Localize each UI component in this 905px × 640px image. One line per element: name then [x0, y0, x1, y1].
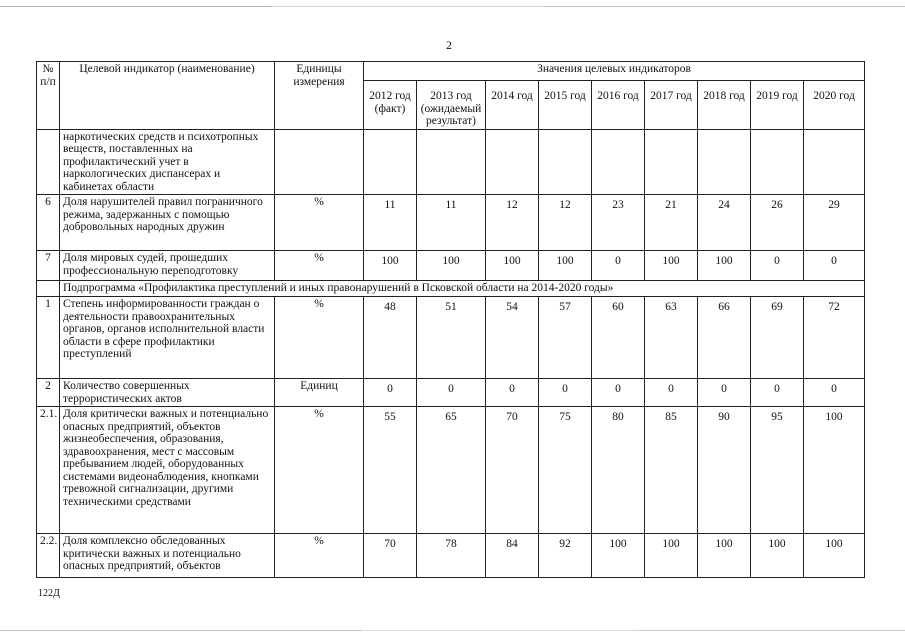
row-value: 84	[486, 534, 539, 578]
row-unit: Единиц	[275, 379, 364, 407]
header-year: 2019 год	[751, 81, 804, 130]
row-num	[37, 129, 60, 195]
subprogram-num-cell	[37, 281, 60, 297]
row-value: 0	[592, 251, 645, 281]
subprogram-row	[37, 281, 865, 297]
row-value: 75	[539, 407, 592, 534]
header-year: 2013 год (ожидаемый результат)	[417, 81, 486, 130]
row-value: 0	[645, 379, 698, 407]
table-row	[37, 297, 865, 379]
row-value: 65	[417, 407, 486, 534]
row-value: 0	[364, 379, 417, 407]
table-row	[37, 534, 865, 578]
indicators-table	[36, 61, 865, 578]
row-value: 80	[592, 407, 645, 534]
row-value: 55	[364, 407, 417, 534]
table-row	[37, 129, 865, 195]
row-value: 90	[698, 407, 751, 534]
row-value: 100	[698, 251, 751, 281]
row-value: 57	[539, 297, 592, 379]
row-value: 21	[645, 195, 698, 251]
row-unit: %	[275, 195, 364, 251]
row-value	[751, 129, 804, 195]
row-value: 26	[751, 195, 804, 251]
header-indicator: Целевой индикатор (наименование)	[60, 62, 275, 130]
row-num: 2	[37, 379, 60, 407]
row-value: 12	[486, 195, 539, 251]
row-indicator: Доля комплексно обследованных критически важных и потенциально опасных предприятий, объектов	[60, 534, 275, 578]
row-value: 100	[804, 407, 865, 534]
row-value: 0	[417, 379, 486, 407]
header-values-group: Значения целевых индикаторов	[364, 62, 865, 81]
row-value: 11	[417, 195, 486, 251]
row-unit: %	[275, 534, 364, 578]
header-year: 2015 год	[539, 81, 592, 130]
header-year: 2012 год (факт)	[364, 81, 417, 130]
header-year: 2017 год	[645, 81, 698, 130]
row-value: 78	[417, 534, 486, 578]
table-row	[37, 407, 865, 534]
row-indicator: Степень информированности граждан о деятельности правоохранительных органов, органов исполнительной власти области в сфере профилактики преступлений	[60, 297, 275, 379]
row-value: 63	[645, 297, 698, 379]
row-value: 0	[698, 379, 751, 407]
row-value: 48	[364, 297, 417, 379]
row-value: 69	[751, 297, 804, 379]
row-value: 100	[645, 534, 698, 578]
row-value: 0	[751, 379, 804, 407]
row-value: 100	[592, 534, 645, 578]
scan-edge-top	[0, 6, 905, 7]
row-value: 85	[645, 407, 698, 534]
subprogram-title: Подпрограмма «Профилактика преступлений и иных правонарушений в Псковской области на 2014-2020 годы»	[60, 281, 865, 297]
row-value: 29	[804, 195, 865, 251]
row-value: 24	[698, 195, 751, 251]
header-year: 2020 год	[804, 81, 865, 130]
row-value: 51	[417, 297, 486, 379]
row-value	[804, 129, 865, 195]
row-value: 95	[751, 407, 804, 534]
row-indicator: Количество совершенных террористических актов	[60, 379, 275, 407]
row-indicator: Доля нарушителей правил пограничного режима, задержанных с помощью добровольных народных дружин	[60, 195, 275, 251]
row-value: 100	[486, 251, 539, 281]
row-value	[592, 129, 645, 195]
row-value: 60	[592, 297, 645, 379]
row-num: 6	[37, 195, 60, 251]
row-unit	[275, 129, 364, 195]
row-value: 92	[539, 534, 592, 578]
row-value: 0	[804, 251, 865, 281]
row-value: 70	[364, 534, 417, 578]
row-value	[645, 129, 698, 195]
row-unit: %	[275, 297, 364, 379]
row-value: 100	[698, 534, 751, 578]
row-value: 0	[751, 251, 804, 281]
row-value: 100	[539, 251, 592, 281]
row-indicator: Доля критически важных и потенциально опасных предприятий, объектов жизнеобеспечения, образования, здравоохранения, мест с массовым пребыванием людей, оборудованных системами видеонаблюдения, кнопками тревожной сигнализации, другими техническими средствами	[60, 407, 275, 534]
row-value	[486, 129, 539, 195]
row-value: 72	[804, 297, 865, 379]
header-num: № п/п	[37, 62, 60, 130]
row-unit: %	[275, 251, 364, 281]
table-row	[37, 251, 865, 281]
row-indicator: Доля мировых судей, прошедших профессиональную переподготовку	[60, 251, 275, 281]
row-value: 100	[364, 251, 417, 281]
row-value	[417, 129, 486, 195]
scan-edge-bottom	[0, 630, 905, 631]
row-value	[364, 129, 417, 195]
row-value: 0	[804, 379, 865, 407]
header-year: 2014 год	[486, 81, 539, 130]
row-value: 0	[592, 379, 645, 407]
row-value: 100	[751, 534, 804, 578]
header-year: 2018 год	[698, 81, 751, 130]
row-value: 0	[539, 379, 592, 407]
row-value: 11	[364, 195, 417, 251]
table-row	[37, 195, 865, 251]
row-value: 54	[486, 297, 539, 379]
document-code: 122Д	[38, 588, 60, 599]
page-number: 2	[446, 38, 452, 52]
row-value: 66	[698, 297, 751, 379]
row-value: 23	[592, 195, 645, 251]
row-value	[698, 129, 751, 195]
row-num: 7	[37, 251, 60, 281]
row-unit: %	[275, 407, 364, 534]
row-value: 100	[645, 251, 698, 281]
row-num: 2.2.	[37, 534, 60, 578]
row-value: 70	[486, 407, 539, 534]
header-unit: Единицы измерения	[275, 62, 364, 130]
table-row	[37, 379, 865, 407]
header-year: 2016 год	[592, 81, 645, 130]
row-value: 100	[804, 534, 865, 578]
row-value: 100	[417, 251, 486, 281]
row-value: 0	[486, 379, 539, 407]
row-value: 12	[539, 195, 592, 251]
row-num: 1	[37, 297, 60, 379]
row-num: 2.1.	[37, 407, 60, 534]
row-value	[539, 129, 592, 195]
row-indicator: наркотических средств и психотропных веществ, поставленных на профилактический учет в наркологических диспансерах и кабинетах области	[60, 129, 275, 195]
